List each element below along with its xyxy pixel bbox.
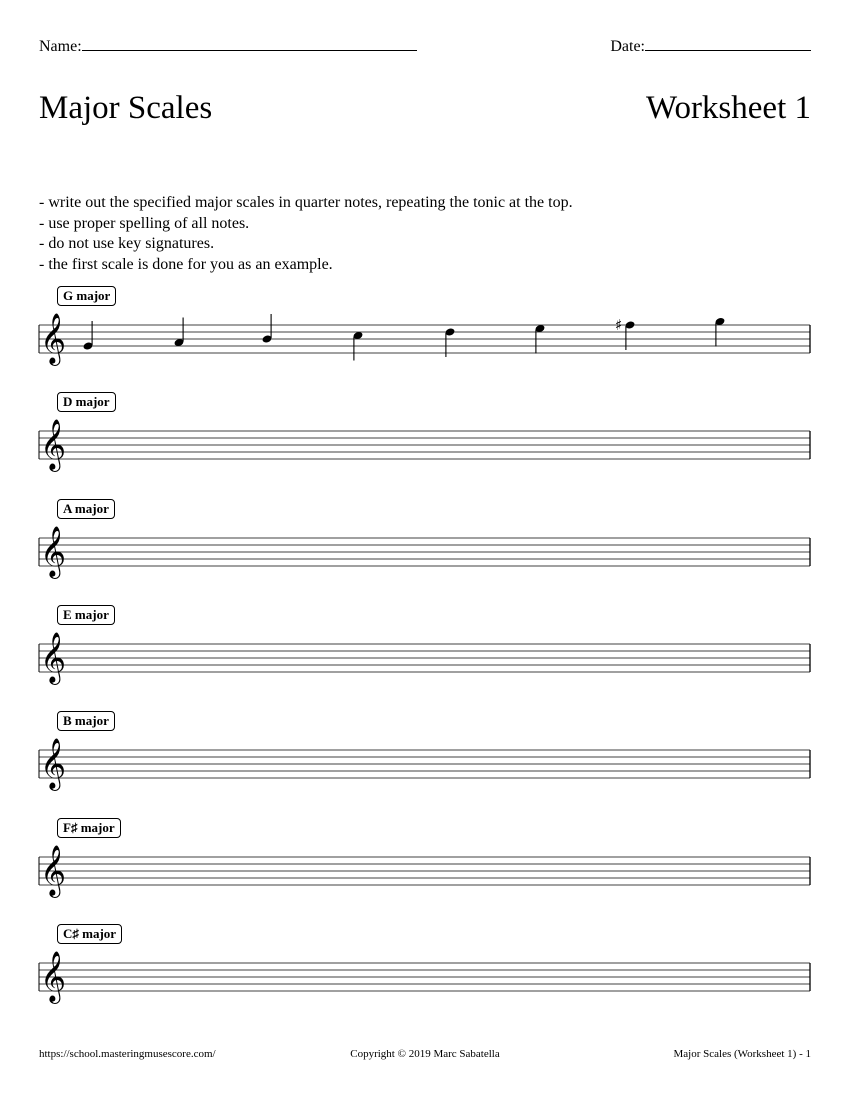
staff[interactable] xyxy=(0,499,850,599)
date-field[interactable] xyxy=(610,36,811,56)
staff[interactable] xyxy=(0,392,850,492)
scale-label: C♯ major xyxy=(57,924,122,944)
instruction-line: - write out the specified major scales in quarter notes, repeating the tonic at the top. xyxy=(39,194,573,211)
footer-copyright: Copyright © 2019 Marc Sabatella xyxy=(350,1048,500,1060)
date-blank-line[interactable] xyxy=(645,36,811,51)
treble-clef-icon: 𝄞 xyxy=(40,844,67,896)
treble-clef-icon: 𝄞 xyxy=(40,738,67,790)
quarter-note xyxy=(83,321,94,351)
footer-url: https://school.masteringmusescore.com/ xyxy=(39,1048,216,1060)
scale-label: G major xyxy=(57,286,116,306)
scale-label: D major xyxy=(57,392,116,412)
staff[interactable] xyxy=(0,711,850,811)
footer-page-label: Major Scales (Worksheet 1) - 1 xyxy=(673,1048,811,1060)
treble-clef-icon: 𝄞 xyxy=(40,525,67,577)
scale-system xyxy=(0,818,850,918)
name-field[interactable] xyxy=(39,36,417,56)
treble-clef-icon: 𝄞 xyxy=(40,419,67,471)
scale-system xyxy=(0,711,850,811)
staff[interactable] xyxy=(0,924,850,1024)
instruction-line: - use proper spelling of all notes. xyxy=(39,214,250,232)
worksheet-number: Worksheet 1 xyxy=(645,90,811,126)
instruction-line: - the first scale is done for you as an example. xyxy=(39,255,333,273)
scale-label: E major xyxy=(57,605,115,625)
treble-clef-icon: 𝄞 xyxy=(40,950,67,1002)
treble-clef-icon: 𝄞 xyxy=(40,313,67,364)
worksheet-title: Major Scales xyxy=(39,90,213,126)
date-label: Date: xyxy=(610,38,645,55)
scale-label: F♯ major xyxy=(57,818,121,838)
quarter-note xyxy=(615,316,635,350)
quarter-note xyxy=(262,314,273,344)
scale-system xyxy=(0,392,850,492)
scale-label: B major xyxy=(57,711,115,731)
quarter-note xyxy=(445,327,456,357)
staff[interactable] xyxy=(0,605,850,705)
treble-clef-icon: 𝄞 xyxy=(40,631,67,683)
scale-label: A major xyxy=(57,499,115,519)
instruction-line: - do not use key signatures. xyxy=(39,235,215,252)
scale-system xyxy=(0,924,850,1024)
scale-system xyxy=(0,499,850,599)
name-label: Name: xyxy=(39,38,82,55)
scale-system xyxy=(0,286,850,386)
name-blank-line[interactable] xyxy=(82,36,417,51)
staff xyxy=(0,286,850,386)
sharp-icon: ♯ xyxy=(615,316,623,334)
staff[interactable] xyxy=(0,818,850,918)
instructions xyxy=(39,193,573,275)
scale-system xyxy=(0,605,850,705)
